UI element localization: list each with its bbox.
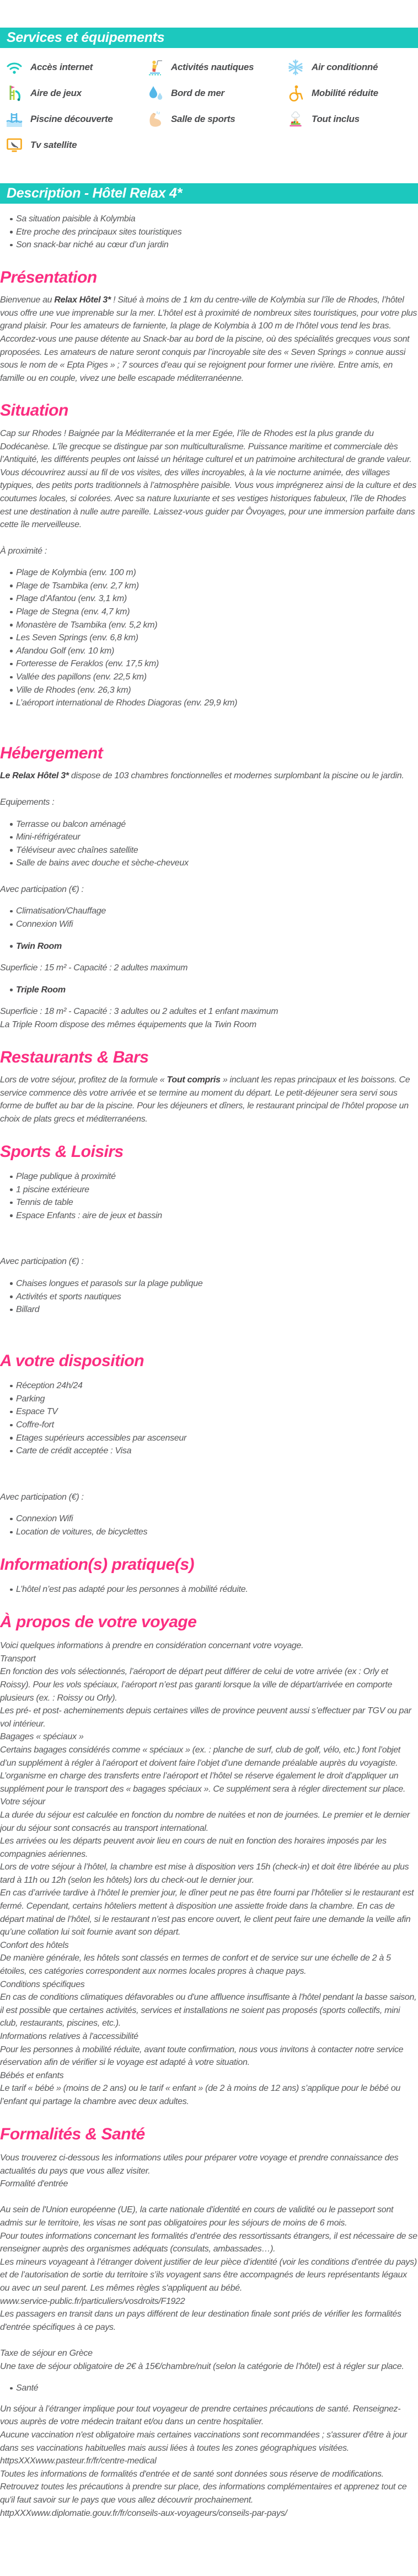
room-triple: [0, 984, 418, 997]
service-item-piscine: [6, 109, 146, 130]
sports-paid-list: [0, 1277, 418, 1316]
paid-item: Location de voitures, de bicyclettes: [0, 1526, 418, 1539]
sports-item: Espace Enfants : aire de jeux et bassin: [0, 1209, 418, 1223]
hebergement-heading: Hébergement: [0, 743, 103, 762]
service-item-mer: [146, 83, 287, 104]
hebergement-paid-list: [0, 905, 418, 931]
voyage-text: [0, 1639, 418, 2108]
voyage-line: En cas d’arrivée tardive à l’hôtel le premier jour, le dîner peut ne pas être fourni par l’hôtelier si le restaurant est fermé. Cependant, certains hôteliers mettent à disposition une assiette froide dans la chambre. En cas de départ matinal de l’hôtel, si le restaurant n’est pas encore ouvert, le client peut faire une demande la veille afin qu’une collation lui soit fournie avant son départ.: [0, 1888, 414, 1937]
paid-item: Chaises longues et parasols sur la plage publique: [0, 1277, 418, 1290]
formalites-line: Au sein de l'Union européenne (UE), la carte nationale d'identité en cours de validité ou le passeport sont admis sur le territoire, les visas ne sont pas obligatoires pour les séjours de moins de 6 mois.: [0, 2205, 394, 2228]
formalites-line: [0, 2191, 418, 2204]
proximity-item: Plage de Kolymbia (env. 100 m): [0, 566, 418, 580]
voyage-line: Les arrivées ou les départs peuvent avoir lieu en cours de nuit en fonction des horaires imposés par les compagnies aériennes.: [0, 1836, 387, 1859]
voyage-line: En fonction des vols sélectionnés, l’aéroport de départ peut différer de celui de votre arrivée (ex : Orly et Roissy). Pour les vols spéciaux, l’aéroport n’est pas garanti lorsque la ville de départ/arrivée en comporte plusieurs (ex. : Roissy ou Orly).: [0, 1667, 393, 1703]
proximity-item: Les Seven Springs (env. 6,8 km): [0, 631, 418, 645]
room-triple-details: Superficie : 18 m² - Capacité : 3 adultes ou 2 adultes et 1 enfant maximum: [0, 1007, 278, 1017]
voyage-line: Le tarif « bébé » (moins de 2 ans) ou le tarif « enfant » (de 2 à moins de 12 ans) s’applique pour le bébé ou l’enfant qui partage la chambre avec deux adultes.: [0, 2084, 401, 2106]
situation-heading: Situation: [0, 401, 68, 420]
formalites-line: Taxe de séjour en Grèce: [0, 2348, 93, 2358]
formalites-line: Vous trouverez ci-dessous les informations utiles pour préparer votre voyage et prendre connaissance des actualités du pays que vous allez visiter.: [0, 2153, 399, 2176]
highlight-item: Son snack-bar niché au cœur d’un jardin: [0, 238, 418, 252]
service-item-sport: [146, 109, 287, 130]
service-label: Bord de mer: [171, 88, 224, 98]
service-label: Air conditionné: [312, 62, 378, 72]
voyage-line: De manière générale, les hôtels sont classés en termes de confort et de service sur une échelle de 2 à 5 étoiles, ces catégories correspondent aux normes locales propres à chaque pays.: [0, 1953, 391, 1977]
sante-label: Santé: [16, 2383, 39, 2393]
equipments-label: Equipements :: [0, 797, 55, 807]
disposition-item: Réception 24h/24: [0, 1379, 418, 1393]
voyage-line: Pour les personnes à mobilité réduite, avant toute confirmation, nous vous invitons à contacter notre service réservation afin de vérifier si le voyage est adapté à votre situation.: [0, 2044, 404, 2068]
bottom-spacer: [0, 2520, 418, 2545]
sports-item: Tennis de table: [0, 1196, 418, 1209]
proximity-item: Plage d’Afantou (env. 3,1 km): [0, 592, 418, 606]
presentation-heading: Présentation: [0, 268, 97, 286]
proximity-item: Vallée des papillons (env. 22,5 km): [0, 671, 418, 684]
equipments-list: [0, 818, 418, 870]
disposition-paid-label: Avec participation (€) :: [0, 1492, 84, 1502]
voyage-line: Bagages « spéciaux »: [0, 1732, 84, 1742]
formalites-line: httpXXXwww.diplomatie.gouv.fr/fr/conseils-aux-voyageurs/conseils-par-pays/: [0, 2508, 287, 2518]
description-banner-title: Description - Hôtel Relax 4*: [7, 185, 183, 201]
paid-item: Connexion Wifi: [0, 918, 418, 931]
service-label: Accès internet: [30, 62, 93, 72]
services-banner-title: Services et équipements: [7, 30, 165, 45]
formalites-line: www.service-public.fr/particuliers/vosdroits/F1922: [0, 2296, 185, 2306]
services-grid: [0, 48, 418, 156]
tv-satellite-icon: [6, 136, 23, 154]
proximity-item: Monastère de Tsambika (env. 5,2 km): [0, 619, 418, 632]
formalites-line: Les mineurs voyageant à l’étranger doivent justifier de leur pièce d’identité (voir les conditions d’entrée du pays) et de l’autorisation de sortie du territoire s’ils voyagent sans être accompagnés de leurs représentants légaux ou avec un seul parent. Les mêmes règles s'appliquent au bébé.: [0, 2257, 417, 2293]
service-label: Salle de sports: [171, 114, 235, 124]
service-item-internet: [6, 57, 146, 78]
voyage-line: Voici quelques informations à prendre en considération concernant votre voyage.: [0, 1641, 304, 1651]
formalites-line: Un séjour à l’étranger implique pour tout voyageur de prendre certaines précautions de santé. Renseignez-vous auprès de votre médecin traitant et/ou dans un centre hospitalier.: [0, 2404, 401, 2427]
sante-item: [0, 2382, 418, 2395]
room-name: [0, 940, 418, 953]
voyage-heading: À propos de votre voyage: [0, 1612, 197, 1631]
paid-item: Climatisation/Chauffage: [0, 905, 418, 918]
formalites-line: Une taxe de séjour obligatoire de 2€ à 15€/chambre/nuit (selon la catégorie de l’hôtel) est à régler sur place.: [0, 2361, 404, 2371]
sports-paid-label: Avec participation (€) :: [0, 1257, 84, 1267]
disposition-list: [0, 1379, 418, 1458]
formalites-text-a: [0, 2152, 418, 2373]
equipment-item: Salle de bains avec douche et sèche-cheveux: [0, 857, 418, 870]
equipment-item: Terrasse ou balcon aménagé: [0, 818, 418, 831]
disposition-item: Espace TV: [0, 1405, 418, 1419]
equipment-item: Mini-réfrigérateur: [0, 831, 418, 844]
hebergement-paid-label: Avec participation (€) :: [0, 884, 84, 894]
restaurants-lead: Lors de votre séjour, profitez de la formule «: [0, 1075, 167, 1085]
description-banner: [0, 183, 418, 204]
equipment-item: Téléviseur avec chaînes satellite: [0, 844, 418, 857]
disposition-paid-list: [0, 1512, 418, 1538]
proximity-item: Plage de Stegna (env. 4,7 km): [0, 606, 418, 619]
proximity-item: Afandou Golf (env. 10 km): [0, 645, 418, 658]
restaurants-rest: » incluant les repas principaux et les boissons. Ce service commence dès votre arrivée et se termine au moment du départ. Le petit-déjeuner sera servi sous forme de buffet au bar de la piscine. Pour les déjeuners et dîners, le restaurant principal de l’hôtel propose un choix de plats grecs et méditerranéens.: [0, 1075, 410, 1124]
infos-heading: Information(s) pratique(s): [0, 1555, 194, 1574]
formalites-line: Formalité d'entrée: [0, 2179, 68, 2189]
proximity-item: Plage de Tsambika (env. 2,7 km): [0, 580, 418, 593]
disposition-item: Parking: [0, 1393, 418, 1406]
proximity-item: Ville de Rhodes (env. 26,3 km): [0, 684, 418, 697]
service-item-toutinclus: [287, 109, 418, 130]
formalites-line: Aucune vaccination n'est obligatoire mais certaines vaccinations sont recommandées ; s'assurer d'être à jour dans ses vaccinations habituelles mais aussi liées à toutes les zones géographiques visitées.: [0, 2430, 408, 2453]
highlight-item: Etre proche des principaux sites touristiques: [0, 226, 418, 239]
formalites-line: Pour toutes informations concernant les formalités d’entrée des ressortissants étrangers, il est nécessaire de se renseigner auprès des organismes adéquats (consulats, ambassades…).: [0, 2231, 417, 2254]
waterdrops-icon: [146, 84, 164, 102]
service-item-jeux: [6, 83, 146, 104]
service-label: Activités nautiques: [171, 62, 254, 72]
formalites-line: [0, 2334, 418, 2347]
restaurants-text: [0, 1074, 418, 1125]
formalites-line: Retrouvez toutes les précautions à prendre sur place, des informations complémentaires et apprenez tout ce qu'il faut savoir sur le pays que vous allez découvrir prochainement.: [0, 2482, 407, 2505]
restaurants-heading: Restaurants & Bars: [0, 1048, 149, 1066]
disposition-item: Etages supérieurs accessibles par ascenseur: [0, 1432, 418, 1445]
situation-text: Cap sur Rhodes ! Baignée par la Méditerranée et la mer Egée, l’île de Rhodes est la plus grande du Dodécanèse. L’île grecque se distingue par son multiculturalisme. Puissance maritime et commerciale dès l’Antiquité, les différents peuples ont laissé un héritage culturel et un patrimoine architectural de grande valeur. Vous découvrirez aussi au fil de vos visites, des villes incroyables, à la vie nocturne animée, des villages typiques, des petits ports traditionnels à l’atmosphère paisible. Vous vous imprégnerez ainsi de la culture et des coutumes locales, si colorées. Avec sa nature luxuriante et ses vestiges historiques fabuleux, l’île de Rhodes est une destination à nulle autre pareille. Laissez-vous guider par Ôvoyages, pour une immersion parfaite dans cette île merveilleuse.: [0, 428, 416, 530]
paid-item: Connexion Wifi: [0, 1512, 418, 1526]
sports-list: [0, 1170, 418, 1222]
voyage-line: Transport: [0, 1654, 36, 1664]
wifi-icon: [6, 59, 23, 76]
service-item-clim: [287, 57, 418, 78]
service-label: Piscine découverte: [30, 114, 113, 124]
disposition-item: Carte de crédit acceptée : Visa: [0, 1444, 418, 1458]
highlights-list: [0, 213, 418, 252]
service-label: Mobilité réduite: [312, 88, 378, 98]
chef-icon: [287, 110, 304, 128]
voyage-line: Votre séjour: [0, 1797, 46, 1807]
presentation-rest: ! Situé à moins de 1 km du centre-ville de Kolymbia sur l’île de Rhodes, l’hôtel vous offre une vue imprenable sur la mer. L’hôtel est à proximité de nombreux sites touristiques, pour votre plus grand plaisir. Pour les amateurs de farniente, la plage de Kolymbia à 100 m de l’hôtel vous tend les bras. Accordez-vous une pause détente au Snack-bar au bord de la piscine, où des spécialités grecques vous sont proposées. Les amateurs de nature seront conquis par l’incroyable site des « Seven Springs » connue aussi sous le nom de « Epta Piges » ; 7 sources d’eau qui se rejoignent pour former une rivière. Entre amis, en famille ou en couple, vivez une belle escapade méditerranéenne.: [0, 295, 417, 383]
service-label: Tout inclus: [312, 114, 360, 124]
proximity-item: L’aéroport international de Rhodes Diagoras (env. 29,9 km): [0, 697, 418, 710]
sports-item: 1 piscine extérieure: [0, 1183, 418, 1197]
proximity-item: Forteresse de Feraklos (env. 17,5 km): [0, 657, 418, 671]
voyage-line: Lors de votre séjour à l’hôtel, la chambre est mise à disposition vers 15h (check-in) et doit être libérée au plus tard à 11h ou 12h (selon les hôtels) lors du check-out le dernier jour.: [0, 1862, 409, 1885]
sante-bullet-list: [0, 2382, 418, 2395]
sports-item: Plage publique à proximité: [0, 1170, 418, 1183]
presentation-text: [0, 294, 418, 385]
pool-icon: [6, 110, 23, 128]
room-twin: [0, 940, 418, 953]
voyage-line: En cas de conditions climatiques défavorables ou d'une affluence insuffisante à l'hôtel pendant la basse saison, il est possible que certaines activités, services et installations ne soient pas proposés (sports collectifs, mini club, restaurants, piscines, etc.).: [0, 1993, 417, 2028]
service-item-mobilite: [287, 83, 418, 104]
voyage-line: La durée du séjour est calculée en fonction du nombre de nuitées et non de journées. Le premier et le dernier jour du séjour sont consacrés au transport international.: [0, 1810, 410, 1833]
services-banner: [0, 28, 418, 48]
restaurants-bold: Tout compris: [167, 1075, 221, 1085]
proximity-label: À proximité :: [0, 546, 47, 556]
info-item: L’hôtel n’est pas adapté pour les personnes à mobilité réduite.: [0, 1583, 418, 1596]
sports-heading: Sports & Loisirs: [0, 1142, 124, 1161]
formalites-line: Les passagers en transit dans un pays différent de leur destination finale sont priés de vérifier les formalités d'entrée spécifiques à ce pays.: [0, 2309, 401, 2332]
room-twin-details: Superficie : 15 m² - Capacité : 2 adultes maximum: [0, 963, 188, 973]
formalites-heading: Formalités & Santé: [0, 2124, 145, 2143]
formalites-text-b: [0, 2403, 418, 2520]
room-twin-name: Twin Room: [16, 941, 62, 951]
muscle-icon: [146, 110, 164, 128]
room-name: [0, 984, 418, 997]
formalites-line: httpsXXXwww.pasteur.fr/fr/centre-medical: [0, 2456, 157, 2466]
voyage-line: Conditions spécifiques: [0, 1979, 85, 1989]
paid-item: Billard: [0, 1303, 418, 1316]
top-spacer: [0, 0, 418, 28]
proximity-list: [0, 566, 418, 710]
voyage-line: Les pré- et post- acheminements depuis certaines villes de province peuvent aussi s’effectuer par TGV ou par vol intérieur.: [0, 1706, 411, 1729]
room-triple-name: Triple Room: [16, 985, 66, 995]
hebergement-hotel-name: Le Relax Hôtel 3*: [0, 771, 69, 781]
service-label: Aire de jeux: [30, 88, 82, 98]
presentation-lead: Bienvenue au: [0, 295, 55, 305]
voyage-line: Bébés et enfants: [0, 2070, 64, 2080]
hebergement-rest: dispose de 103 chambres fonctionnelles et modernes surplombant la piscine ou le jardin.: [68, 771, 404, 781]
formalites-line: Toutes les informations de formalités d'entrée et de santé sont données sous réserve de modifications.: [0, 2469, 384, 2479]
disposition-item: Coffre-fort: [0, 1419, 418, 1432]
voyage-line: Confort des hôtels: [0, 1940, 69, 1950]
highlight-item: Sa situation paisible à Kolymbia: [0, 213, 418, 226]
service-item-tv: [6, 135, 146, 156]
snowflake-icon: [287, 59, 304, 76]
service-item-nautique: [146, 57, 287, 78]
waterski-icon: [146, 59, 164, 76]
disposition-heading: A votre disposition: [0, 1351, 144, 1370]
voyage-line: Certains bagages considérés comme « spéciaux » (ex. : planche de surf, club de golf, vélo, etc.) font l’objet d’un supplément à régler à l’aéroport et doivent faire l’objet d’une demande préalable auprès du voyagiste. L’organisme en charge des transferts entre l’aéroport et l’hôtel se réserve également le droit d’appliquer un supplément pour le transport des « bagages spéciaux ». Ce supplément sera à régler directement sur place.: [0, 1745, 406, 1794]
voyage-line: Informations relatives à l'accessibilité: [0, 2032, 138, 2041]
hebergement-intro: [0, 769, 418, 783]
wheelchair-icon: [287, 84, 304, 102]
presentation-hotel-name: Relax Hôtel 3*: [54, 295, 111, 305]
infos-list: [0, 1583, 418, 1596]
service-label: Tv satellite: [30, 140, 77, 150]
room-triple-note: La Triple Room dispose des mêmes équipements que la Twin Room: [0, 1020, 256, 1030]
playground-icon: [6, 84, 23, 102]
paid-item: Activités et sports nautiques: [0, 1290, 418, 1304]
